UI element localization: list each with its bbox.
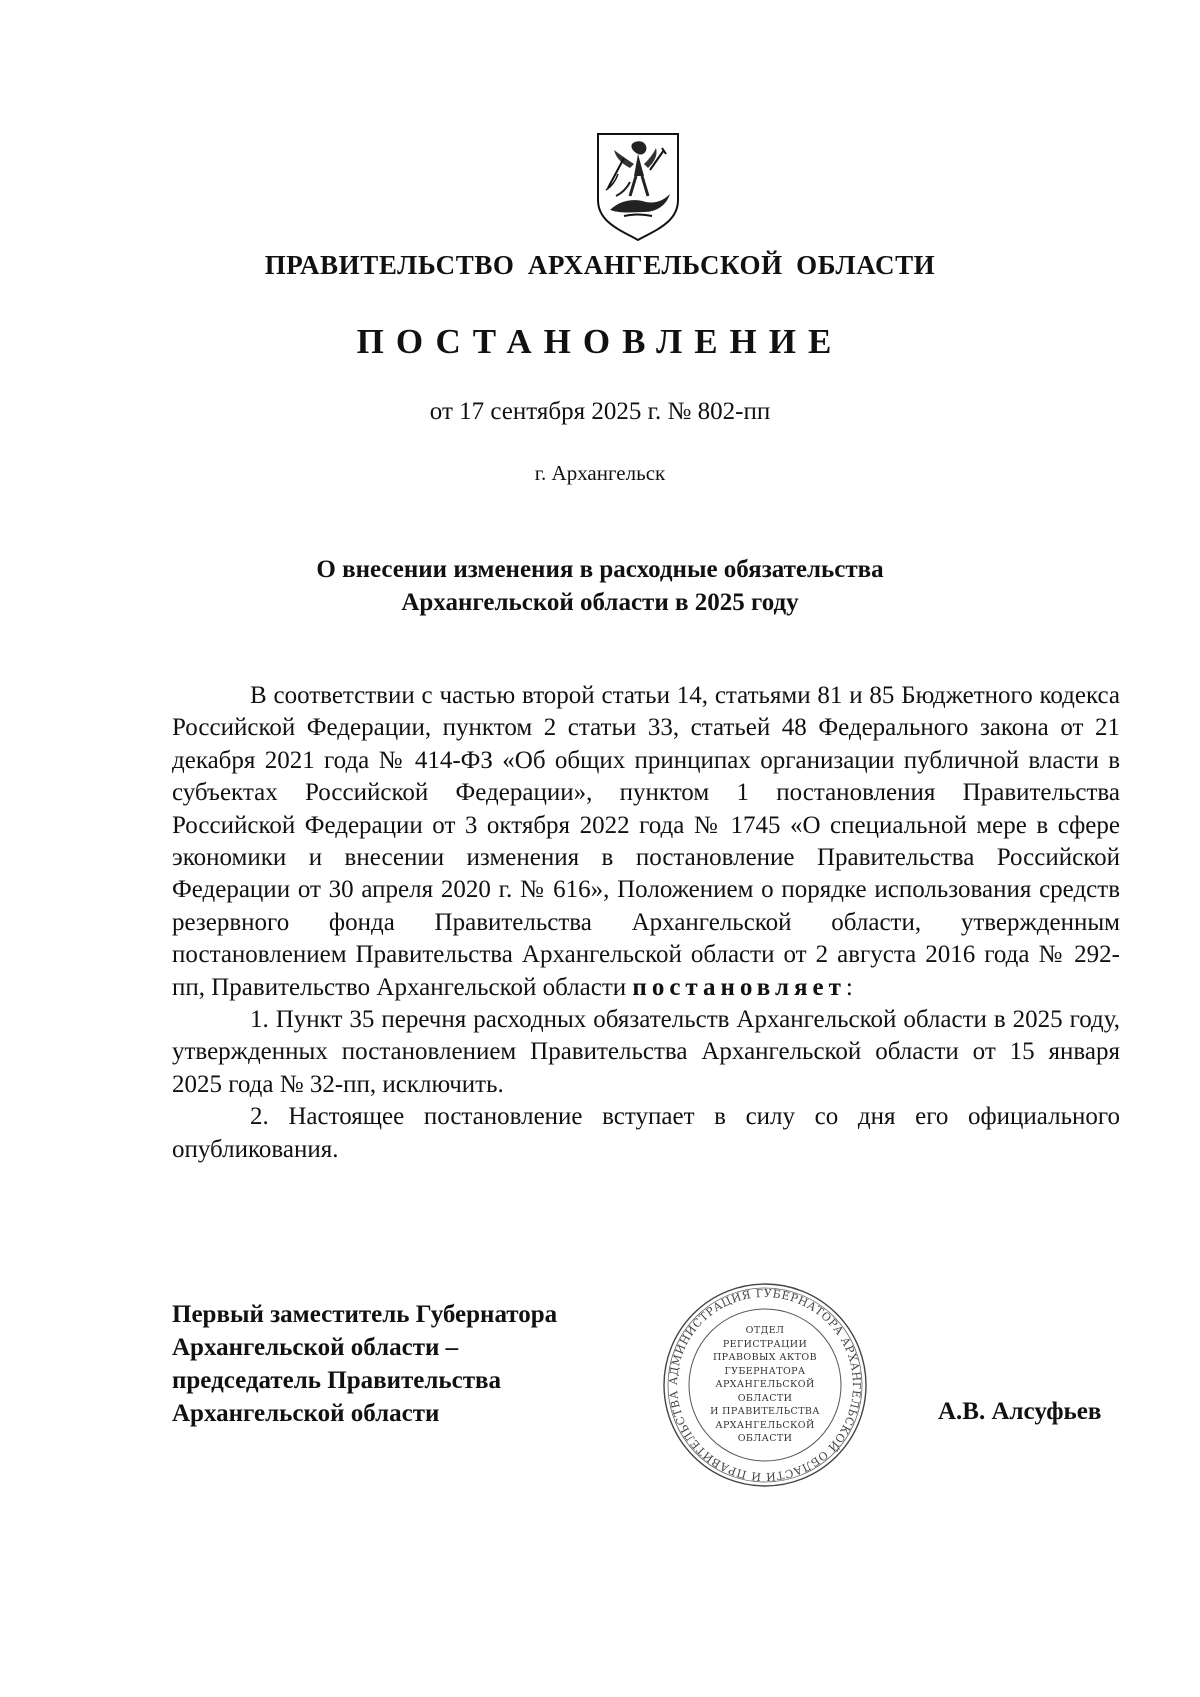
decree-word: постановляет xyxy=(632,973,846,1001)
document-title-line: О внесении изменения в расходные обязательства xyxy=(316,556,884,583)
document-city: г. Архангельск xyxy=(534,461,666,485)
stamp-inner-line: ГУБЕРНАТОРА xyxy=(724,1365,806,1377)
stamp-inner-text xyxy=(660,1324,870,1446)
document-title xyxy=(0,553,1200,619)
document-title-line: Архангельской области в 2025 году xyxy=(401,589,799,616)
stamp-inner-line: ОБЛАСТИ xyxy=(737,1433,793,1444)
organization-name: ПРАВИТЕЛЬСТВО АРХАНГЕЛЬСКОЙ ОБЛАСТИ xyxy=(264,250,936,280)
stamp-inner-line: ПРАВОВЫХ АКТОВ xyxy=(712,1352,817,1363)
stamp-inner-line: РЕГИСТРАЦИИ xyxy=(722,1338,808,1350)
preamble-end: : xyxy=(845,973,853,1001)
preamble-paragraph xyxy=(172,680,1120,1004)
decree-item-2: 2. Настоящее постановление вступает в силу со дня его официального опубликования. xyxy=(172,1103,1120,1163)
official-stamp xyxy=(660,1280,870,1490)
decree-item-1: 1. Пункт 35 перечня расходных обязательств Архангельской области в 2025 году, утвержденных постановлением Правительства Архангельской области от 15 января 2025 года № 32-пп, исключить. xyxy=(172,1006,1120,1098)
signatory-position-line: Архангельской области – xyxy=(172,1334,459,1361)
stamp-inner-line: АРХАНГЕЛЬСКОЙ xyxy=(715,1419,815,1431)
preamble-text: В соответствии с частью второй статьи 14, статьями 81 и 85 Бюджетного кодекса Российской Федерации, пунктом 2 статьи 33, статьей 48 Федерального закона от 21 декабря 2021 года № 414-ФЗ «Об общих принципах организации публичной власти в субъектах Российской Федерации», пунктом 1 постановления Правительства Российской Федерации от 3 октября 2022 года № 1745 «О специальной мере в сфере экономики и внесении изменения в постановление Правительства Российской Федерации от 30 апреля 2020 г. № 616», Положением о порядке использования средств резервного фонда Правительства Архангельской области, утвержденным постановлением Правительства Архангельской области от 2 августа 2016 года № 292-пп, Правительство Архангельской области xyxy=(172,682,1120,1001)
signatory-position xyxy=(172,1298,557,1430)
document-date-number: от 17 сентября 2025 г. № 802-пп xyxy=(429,398,771,425)
stamp-inner-line: АРХАНГЕЛЬСКОЙ xyxy=(715,1379,815,1390)
stamp-outer-text: АДМИНИСТРАЦИЯ ГУБЕРНАТОРА АРХАНГЕЛЬСКОЙ ОБЛАСТИ И ПРАВИТЕЛЬСТВА xyxy=(666,1286,864,1484)
stamp-inner-line: ОТДЕЛ xyxy=(745,1325,785,1336)
stamp-inner-line: ОБЛАСТИ xyxy=(737,1392,793,1404)
signatory-name: А.В. Алсуфьев xyxy=(938,1398,1102,1425)
stamp-inner-line: И ПРАВИТЕЛЬСТВА xyxy=(710,1406,820,1417)
document-type: ПОСТАНОВЛЕНИЕ xyxy=(356,322,844,361)
coat-of-arms-icon xyxy=(594,130,682,242)
signatory-position-line: председатель Правительства xyxy=(172,1367,502,1394)
signatory-position-line: Архангельской области xyxy=(172,1400,440,1427)
document-body xyxy=(172,680,1120,1166)
signatory-position-line: Первый заместитель Губернатора xyxy=(172,1301,558,1328)
